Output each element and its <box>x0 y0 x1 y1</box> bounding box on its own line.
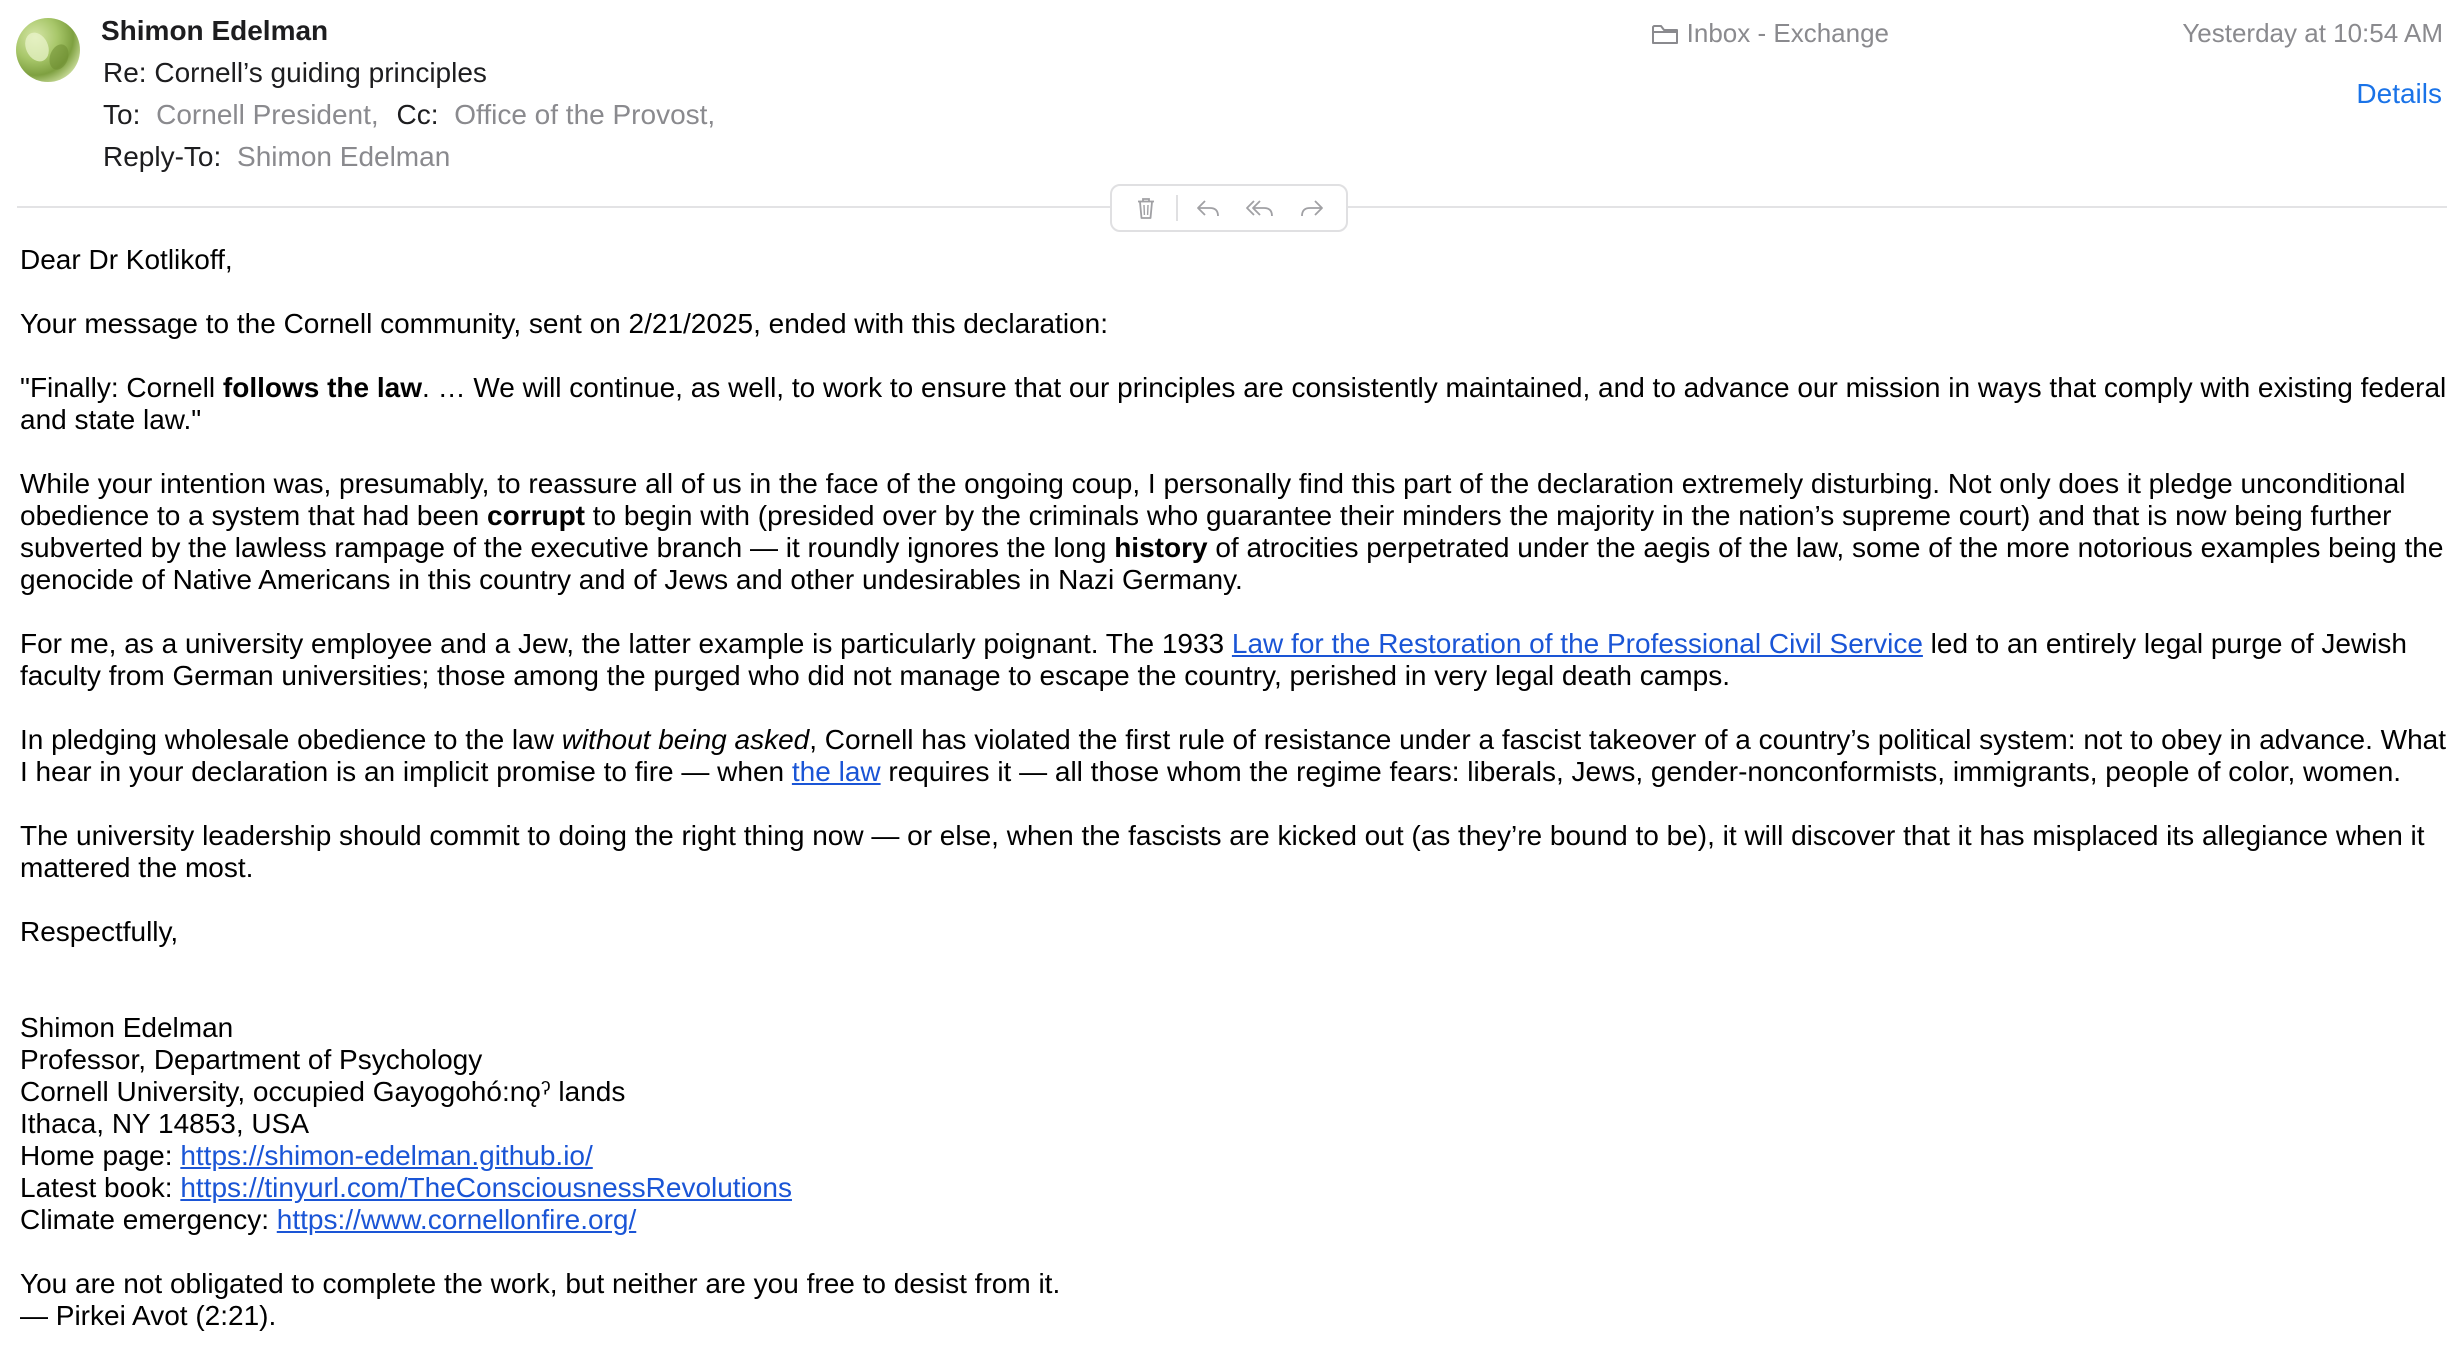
text-run: "Finally: Cornell <box>20 372 223 403</box>
signature-title: Professor, Department of Psychology <box>20 1044 483 1075</box>
text-run: In pledging wholesale obedience to the law <box>20 724 562 755</box>
bold-text: history <box>1114 532 1208 563</box>
sender-name[interactable]: Shimon Edelman <box>101 15 329 46</box>
sender-avatar[interactable] <box>16 18 80 82</box>
details-button[interactable]: Details <box>2356 78 2442 109</box>
mailbox-name: Inbox - Exchange <box>1686 18 1889 48</box>
signature-home-row <box>20 1140 2460 1172</box>
message-body <box>20 244 2460 1332</box>
message-toolbar <box>1110 184 1348 232</box>
to-recipient[interactable]: Cornell President, <box>156 99 379 130</box>
body-paragraph-4 <box>20 628 2460 692</box>
greeting: Dear Dr Kotlikoff, <box>20 244 233 275</box>
signature-name: Shimon Edelman <box>20 1012 234 1043</box>
climate-label: Climate emergency: <box>20 1204 277 1235</box>
text-run: . … We will continue, as well, to work to ensure that our principles are consistently maintained, and to advance our mission in ways that comply with existing federal and state law." <box>20 372 2447 435</box>
book-label: Latest book: <box>20 1172 181 1203</box>
text-run: to begin with (presided over by the criminals who guarantee their minders the majority in the nation’s supreme court) and that is now being further subverted by the lawless rampage of the executive branch — it roundly ignores the long <box>20 500 2392 563</box>
forward-button[interactable] <box>1290 188 1334 228</box>
climate-link[interactable]: https://www.cornellonfire.org/ <box>276 1204 637 1235</box>
closing: Respectfully, <box>20 916 179 947</box>
bold-text: corrupt <box>487 500 585 531</box>
signature-book-row <box>20 1172 2460 1204</box>
home-page-link[interactable]: https://shimon-edelman.github.io/ <box>180 1140 593 1171</box>
recipients-row <box>103 99 715 131</box>
home-label: Home page: <box>20 1140 181 1171</box>
reply-to-address[interactable]: Shimon Edelman <box>237 141 451 172</box>
signature-climate-row <box>20 1204 2460 1236</box>
forward-icon <box>1297 193 1327 223</box>
cc-label: Cc: <box>396 99 439 130</box>
law-restoration-link[interactable]: Law for the Restoration of the Professional Civil Service <box>1231 628 1923 659</box>
to-label: To: <box>103 99 141 130</box>
signature-affiliation: Cornell University, occupied Gayogohó:nǫˀ lands <box>20 1076 626 1107</box>
text-run: For me, as a university employee and a Jew, the latter example is particularly poignant. The 1933 <box>20 628 1232 659</box>
body-paragraph-6: The university leadership should commit to doing the right thing now — or else, when the fascists are kicked out (as they’re bound to be), it will discover that it has misplaced its allegiance when it mattered the most. <box>20 820 2425 883</box>
text-run: While your intention was, presumably, to reassure all of us in the face of the ongoing coup, I personally find this part of the declaration extremely disturbing. Not only does it pledge unconditional obedience to a system that had been <box>20 468 2406 531</box>
text-run: of atrocities perpetrated under the aegis of the law, some of the more notorious examples being the genocide of Native Americans in this country and of Jews and other undesirables in Nazi Germany. <box>20 532 2444 595</box>
signature-quote: You are not obligated to complete the work, but neither are you free to desist from it. <box>20 1268 1061 1299</box>
signature-address: Ithaca, NY 14853, USA <box>20 1108 309 1139</box>
text-run: requires it — all those whom the regime fears: liberals, Jews, gender-nonconformists, immigrants, people of color, women. <box>880 756 2402 787</box>
reply-all-button[interactable] <box>1238 188 1282 228</box>
folder-icon <box>1651 22 1679 46</box>
message-header <box>0 0 2464 208</box>
reply-button[interactable] <box>1186 188 1230 228</box>
body-paragraph-5 <box>20 724 2460 788</box>
reply-to-label: Reply-To: <box>103 141 222 172</box>
text-run: , Cornell has violated the first rule of resistance under a fascist takeover of a country’s political system: not to obey in advance. What I hear in your declaration is an implicit promise to fire — when <box>20 724 2446 787</box>
body-paragraph-2 <box>20 372 2460 436</box>
signature-quote-source: — Pirkei Avot (2:21). <box>20 1300 277 1331</box>
reply-all-icon <box>1245 193 1275 223</box>
italic-text: without being asked <box>561 724 810 755</box>
bold-text: follows the law <box>222 372 423 403</box>
the-law-link[interactable]: the law <box>791 756 881 787</box>
body-paragraph-1: Your message to the Cornell community, sent on 2/21/2025, ended with this declaration: <box>20 308 1108 339</box>
message-subject: Re: Cornell’s guiding principles <box>103 57 487 88</box>
message-timestamp: Yesterday at 10:54 AM <box>2182 18 2443 48</box>
mailbox-indicator[interactable] <box>1651 18 1889 49</box>
trash-icon <box>1131 193 1161 223</box>
body-paragraph-3 <box>20 468 2460 596</box>
reply-icon <box>1193 193 1223 223</box>
latest-book-link[interactable]: https://tinyurl.com/TheConsciousnessRevolutions <box>180 1172 792 1203</box>
text-run: led to an entirely legal purge of Jewish faculty from German universities; those among the purged who did not manage to escape the country, perished in very legal death camps. <box>20 628 2407 691</box>
delete-button[interactable] <box>1124 188 1168 228</box>
cc-recipient[interactable]: Office of the Provost, <box>454 99 716 130</box>
toolbar-separator <box>1176 195 1178 221</box>
reply-to-row <box>103 141 450 173</box>
